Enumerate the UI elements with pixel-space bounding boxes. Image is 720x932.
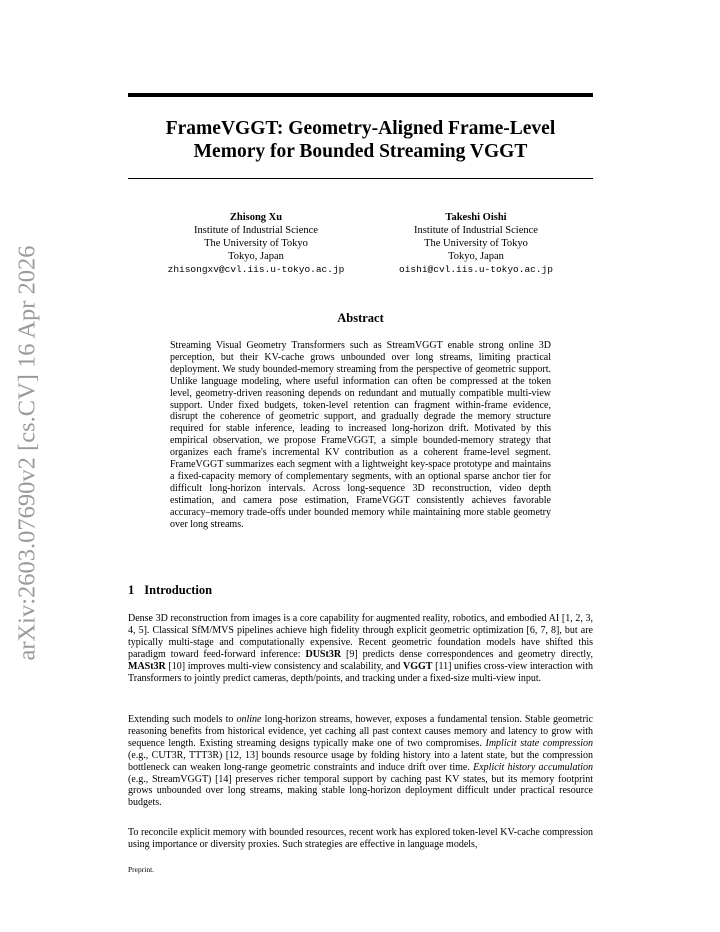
section-title: Introduction bbox=[144, 583, 213, 597]
emphasis-implicit-state: Implicit state compression bbox=[485, 737, 594, 749]
author-name: Zhisong Xu bbox=[229, 212, 283, 223]
author-university: The University of Tokyo bbox=[424, 238, 528, 249]
author-location: Tokyo, Japan bbox=[448, 251, 504, 262]
method-name-vggt: VGGT bbox=[403, 660, 433, 672]
paper-title: FrameVGGT: Geometry-Aligned Frame-Level Memory for Bounded Streaming VGGT bbox=[165, 118, 556, 162]
text-run: long-horizon streams, however, exposes a fundamental tension. Stable geometric reasoning benefits from historical evidence, yet caching all past context causes memory and latency to grow with sequence length. Existing streaming designs typically make one of two compromises. bbox=[128, 714, 593, 749]
text-run: Extending such models to bbox=[128, 714, 237, 725]
text-run: Dense 3D reconstruction from images is a core capability for augmented reality, robotics, and embodied AI [1, 2, 3, 4, 5]. Classical SfM/MVS pipelines achieve high fidelity through explicit geometric optimization [6, 7, 8], but are typically multi-stage and computationally expensive. Recent geometric foundation models have shifted this paradigm toward feed-forward inference: bbox=[128, 613, 593, 660]
arxiv-identifier-text: arXiv:2603.07690v2 [cs.CV] 16 Apr 2026 bbox=[14, 245, 42, 661]
intro-paragraph-2 bbox=[128, 714, 593, 809]
author-block-1 bbox=[146, 211, 366, 276]
author-affiliation: Institute of Industrial Science bbox=[414, 225, 538, 236]
text-run: (e.g., StreamVGGT) [14] preserves richer temporal support by caching past KV states, but its memory footprint grows unbounded over long streams, making stable long-horizon deployment difficult under practical resource budgets. bbox=[128, 773, 593, 809]
abstract-heading: Abstract bbox=[337, 311, 384, 325]
text-run: [11] unifies cross-view interaction with Transformers to jointly predict cameras, depth/points, and tracking under a fixed-size multi-view input. bbox=[128, 660, 593, 684]
text-run: [9] predicts dense correspondences and geometry directly, bbox=[341, 648, 593, 660]
title-bottom-rule bbox=[128, 178, 593, 179]
author-email: zhisongxv@cvl.iis.u-tokyo.ac.jp bbox=[167, 264, 345, 275]
abstract-body: Streaming Visual Geometry Transformers such as StreamVGGT enable strong online 3D perception, but their KV-cache grows unbounded over long streams, limiting practical deployment. We study bounded-memory streaming from the perspective of geometric support. Unlike language modeling, where useful information can often be compressed at the token level, geometry-driven reasoning depends on redundant and mutually compatible multi-view support. Under fixed budgets, token-level retention can fragment within-frame evidence, disrupt the coherence of geometric support, and gradually degrade the memory structure required for stable inference, leading to increased long-horizon drift. Motivated by this empirical observation, we propose FrameVGGT, a simple bounded-memory strategy that organizes each frame's incremental KV contribution as a coherent frame-level segment. FrameVGGT summarizes each segment with a lightweight key-space prototype and maintains a fixed-capacity memory of complementary segments, with an optional sparse anchor tier for difficult long-horizon intervals. Across long-sequence 3D reconstruction, video depth estimation, and camera pose estimation, FrameVGGT consistently achieves favorable accuracy–memory trade-offs under bounded memory while maintaining more stable geometry over long streams. bbox=[170, 340, 551, 530]
section-heading bbox=[128, 583, 212, 598]
intro-paragraph-3: To reconcile explicit memory with bounded resources, recent work has explored token-level KV-cache compression using importance or diversity proxies. Such strategies are effective in language models, bbox=[128, 827, 593, 850]
author-location: Tokyo, Japan bbox=[228, 251, 284, 262]
text-run: (e.g., CUT3R, TTT3R) [12, 13] bounds resource usage by folding history into a latent state, but the compression bottleneck can weaken long-range geometric constraints and induce drift over time. bbox=[128, 749, 593, 773]
text-run: [10] improves multi-view consistency and scalability, and bbox=[165, 660, 404, 672]
emphasis-online: online bbox=[236, 714, 262, 725]
title-top-rule bbox=[128, 93, 593, 97]
author-name: Takeshi Oishi bbox=[445, 212, 507, 223]
arxiv-identifier-stamp bbox=[8, 245, 48, 661]
method-name-mast3r: MASt3R bbox=[128, 660, 166, 672]
section-number: 1 bbox=[128, 583, 135, 597]
preprint-footer: Preprint. bbox=[128, 865, 155, 874]
author-university: The University of Tokyo bbox=[204, 238, 308, 249]
author-affiliation: Institute of Industrial Science bbox=[194, 225, 318, 236]
intro-paragraph-1 bbox=[128, 613, 593, 684]
author-block-2 bbox=[366, 211, 586, 276]
emphasis-explicit-history: Explicit history accumulation bbox=[473, 761, 593, 773]
method-name-dust3r: DUSt3R bbox=[305, 648, 342, 660]
author-email: oishi@cvl.iis.u-tokyo.ac.jp bbox=[399, 264, 553, 275]
